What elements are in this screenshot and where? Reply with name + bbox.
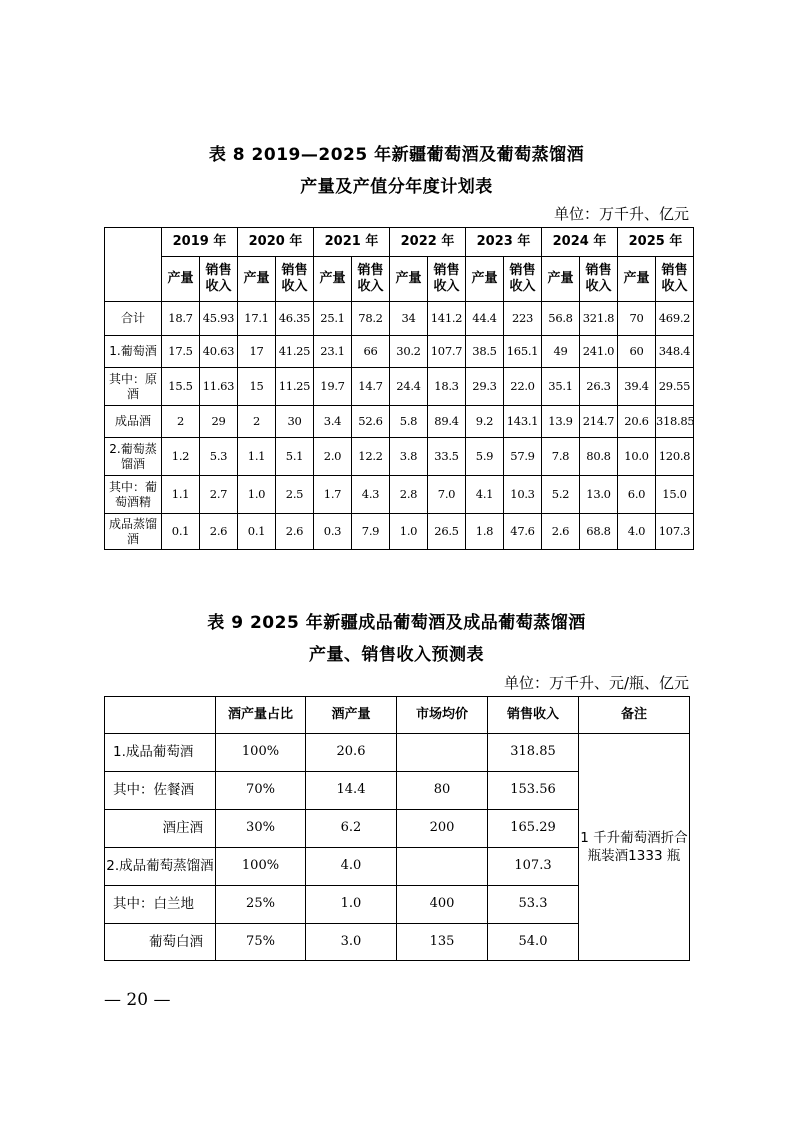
- output-header: 产量: [314, 257, 352, 302]
- value-cell: 13.9: [542, 406, 580, 438]
- revenue-cell: 107.3: [488, 848, 579, 886]
- value-cell: 2.6: [542, 514, 580, 550]
- value-cell: 2.8: [390, 476, 428, 514]
- value-cell: 56.8: [542, 302, 580, 336]
- value-cell: 47.6: [504, 514, 542, 550]
- table-row: [105, 368, 694, 406]
- value-cell: 223: [504, 302, 542, 336]
- value-cell: 57.9: [504, 438, 542, 476]
- value-cell: 3.8: [390, 438, 428, 476]
- value-cell: 20.6: [618, 406, 656, 438]
- output-header: 产量: [618, 257, 656, 302]
- value-cell: 60: [618, 336, 656, 368]
- revenue-header: 销售收入: [656, 257, 694, 302]
- row-label: 其中：葡萄酒精: [105, 476, 162, 514]
- table-row: [105, 406, 694, 438]
- value-cell: 4.0: [618, 514, 656, 550]
- value-cell: 29: [200, 406, 238, 438]
- value-cell: 2.0: [314, 438, 352, 476]
- value-cell: 12.2: [352, 438, 390, 476]
- share-cell: 25%: [216, 886, 306, 924]
- value-cell: 26.3: [580, 368, 618, 406]
- value-cell: 49: [542, 336, 580, 368]
- column-header: 市场均价: [397, 697, 488, 734]
- value-cell: 18.3: [428, 368, 466, 406]
- column-header: [105, 697, 216, 734]
- price-cell: 80: [397, 772, 488, 810]
- share-cell: 100%: [216, 734, 306, 772]
- column-header: 酒产量: [306, 697, 397, 734]
- output-header: 产量: [238, 257, 276, 302]
- column-header: 销售收入: [488, 697, 579, 734]
- value-cell: 10.3: [504, 476, 542, 514]
- value-cell: 0.1: [162, 514, 200, 550]
- value-cell: 1.0: [238, 476, 276, 514]
- output-header: 产量: [162, 257, 200, 302]
- value-cell: 2.5: [276, 476, 314, 514]
- row-label: 葡萄白酒: [105, 924, 216, 961]
- value-cell: 33.5: [428, 438, 466, 476]
- revenue-header: 销售收入: [352, 257, 390, 302]
- share-cell: 30%: [216, 810, 306, 848]
- value-cell: 1.7: [314, 476, 352, 514]
- price-cell: [397, 734, 488, 772]
- value-cell: 0.3: [314, 514, 352, 550]
- row-label: 1.葡萄酒: [105, 336, 162, 368]
- value-cell: 165.1: [504, 336, 542, 368]
- value-cell: 89.4: [428, 406, 466, 438]
- price-cell: 400: [397, 886, 488, 924]
- revenue-header: 销售收入: [428, 257, 466, 302]
- value-cell: 3.4: [314, 406, 352, 438]
- row-label: 1.成品葡萄酒: [105, 734, 216, 772]
- table8-corner-cell: [105, 228, 162, 302]
- output-header: 产量: [542, 257, 580, 302]
- value-cell: 107.7: [428, 336, 466, 368]
- table8: [104, 227, 694, 550]
- note-cell: 1 千升葡萄酒折合瓶装酒1333 瓶: [579, 734, 690, 961]
- value-cell: 30.2: [390, 336, 428, 368]
- value-cell: 348.4: [656, 336, 694, 368]
- value-cell: 141.2: [428, 302, 466, 336]
- value-cell: 18.7: [162, 302, 200, 336]
- value-cell: 29.3: [466, 368, 504, 406]
- year-header: 2024 年: [542, 228, 618, 257]
- value-cell: 19.7: [314, 368, 352, 406]
- output-header: 产量: [390, 257, 428, 302]
- value-cell: 30: [276, 406, 314, 438]
- revenue-cell: 153.56: [488, 772, 579, 810]
- value-cell: 0.1: [238, 514, 276, 550]
- value-cell: 2.6: [276, 514, 314, 550]
- output-cell: 4.0: [306, 848, 397, 886]
- output-cell: 20.6: [306, 734, 397, 772]
- value-cell: 143.1: [504, 406, 542, 438]
- share-cell: 70%: [216, 772, 306, 810]
- value-cell: 23.1: [314, 336, 352, 368]
- value-cell: 41.25: [276, 336, 314, 368]
- value-cell: 6.0: [618, 476, 656, 514]
- year-header: 2021 年: [314, 228, 390, 257]
- value-cell: 15: [238, 368, 276, 406]
- value-cell: 24.4: [390, 368, 428, 406]
- year-header: 2025 年: [618, 228, 694, 257]
- value-cell: 14.7: [352, 368, 390, 406]
- value-cell: 44.4: [466, 302, 504, 336]
- year-header: 2023 年: [466, 228, 542, 257]
- revenue-header: 销售收入: [504, 257, 542, 302]
- value-cell: 13.0: [580, 476, 618, 514]
- value-cell: 2: [162, 406, 200, 438]
- row-label: 2.成品葡萄蒸馏酒: [105, 848, 216, 886]
- value-cell: 39.4: [618, 368, 656, 406]
- output-cell: 1.0: [306, 886, 397, 924]
- value-cell: 469.2: [656, 302, 694, 336]
- table8-title-line1: 表 8 2019—2025 年新疆葡萄酒及葡萄蒸馏酒: [208, 145, 585, 165]
- value-cell: 17: [238, 336, 276, 368]
- revenue-cell: 318.85: [488, 734, 579, 772]
- value-cell: 7.0: [428, 476, 466, 514]
- output-header: 产量: [466, 257, 504, 302]
- value-cell: 80.8: [580, 438, 618, 476]
- table8-title-line2: 产量及产值分年度计划表: [300, 177, 493, 197]
- value-cell: 120.8: [656, 438, 694, 476]
- revenue-cell: 53.3: [488, 886, 579, 924]
- revenue-header: 销售收入: [580, 257, 618, 302]
- value-cell: 5.9: [466, 438, 504, 476]
- value-cell: 7.9: [352, 514, 390, 550]
- year-header: 2019 年: [162, 228, 238, 257]
- value-cell: 107.3: [656, 514, 694, 550]
- value-cell: 5.3: [200, 438, 238, 476]
- share-cell: 100%: [216, 848, 306, 886]
- value-cell: 318.85: [656, 406, 694, 438]
- value-cell: 45.93: [200, 302, 238, 336]
- value-cell: 5.1: [276, 438, 314, 476]
- value-cell: 26.5: [428, 514, 466, 550]
- price-cell: 200: [397, 810, 488, 848]
- value-cell: 1.0: [390, 514, 428, 550]
- value-cell: 214.7: [580, 406, 618, 438]
- value-cell: 11.25: [276, 368, 314, 406]
- row-label: 其中：白兰地: [105, 886, 216, 924]
- price-cell: [397, 848, 488, 886]
- value-cell: 1.2: [162, 438, 200, 476]
- value-cell: 15.0: [656, 476, 694, 514]
- row-label: 合计: [105, 302, 162, 336]
- value-cell: 11.63: [200, 368, 238, 406]
- row-label: 2.葡萄蒸馏酒: [105, 438, 162, 476]
- value-cell: 78.2: [352, 302, 390, 336]
- value-cell: 7.8: [542, 438, 580, 476]
- value-cell: 40.63: [200, 336, 238, 368]
- value-cell: 1.8: [466, 514, 504, 550]
- table9-unit: 单位：万千升、元/瓶、亿元: [503, 674, 689, 692]
- table-row: [105, 302, 694, 336]
- value-cell: 38.5: [466, 336, 504, 368]
- value-cell: 4.1: [466, 476, 504, 514]
- value-cell: 17.1: [238, 302, 276, 336]
- value-cell: 29.55: [656, 368, 694, 406]
- output-cell: 6.2: [306, 810, 397, 848]
- value-cell: 52.6: [352, 406, 390, 438]
- value-cell: 35.1: [542, 368, 580, 406]
- row-label: 其中：原酒: [105, 368, 162, 406]
- revenue-header: 销售收入: [276, 257, 314, 302]
- table9: [104, 696, 690, 961]
- value-cell: 22.0: [504, 368, 542, 406]
- value-cell: 1.1: [162, 476, 200, 514]
- output-cell: 3.0: [306, 924, 397, 961]
- value-cell: 17.5: [162, 336, 200, 368]
- value-cell: 2.7: [200, 476, 238, 514]
- value-cell: 68.8: [580, 514, 618, 550]
- value-cell: 15.5: [162, 368, 200, 406]
- value-cell: 66: [352, 336, 390, 368]
- table-row: [105, 438, 694, 476]
- value-cell: 5.8: [390, 406, 428, 438]
- value-cell: 9.2: [466, 406, 504, 438]
- output-cell: 14.4: [306, 772, 397, 810]
- row-label: 其中：佐餐酒: [105, 772, 216, 810]
- share-cell: 75%: [216, 924, 306, 961]
- price-cell: 135: [397, 924, 488, 961]
- row-label: 成品蒸馏酒: [105, 514, 162, 550]
- row-label: 酒庄酒: [105, 810, 216, 848]
- value-cell: 2.6: [200, 514, 238, 550]
- value-cell: 25.1: [314, 302, 352, 336]
- row-label: 成品酒: [105, 406, 162, 438]
- table8-unit: 单位：万千升、亿元: [553, 205, 689, 223]
- value-cell: 1.1: [238, 438, 276, 476]
- table9-title-line1: 表 9 2025 年新疆成品葡萄酒及成品葡萄蒸馏酒: [207, 613, 586, 633]
- table-row: [105, 336, 694, 368]
- table-row: [105, 514, 694, 550]
- value-cell: 321.8: [580, 302, 618, 336]
- column-header: 酒产量占比: [216, 697, 306, 734]
- revenue-header: 销售收入: [200, 257, 238, 302]
- column-header: 备注: [579, 697, 690, 734]
- value-cell: 46.35: [276, 302, 314, 336]
- revenue-cell: 54.0: [488, 924, 579, 961]
- value-cell: 10.0: [618, 438, 656, 476]
- value-cell: 4.3: [352, 476, 390, 514]
- year-header: 2020 年: [238, 228, 314, 257]
- value-cell: 2: [238, 406, 276, 438]
- table-row: [105, 734, 690, 772]
- page-number: — 20 —: [104, 990, 171, 1010]
- value-cell: 5.2: [542, 476, 580, 514]
- value-cell: 70: [618, 302, 656, 336]
- revenue-cell: 165.29: [488, 810, 579, 848]
- table9-title-line2: 产量、销售收入预测表: [309, 645, 484, 665]
- table-row: [105, 476, 694, 514]
- year-header: 2022 年: [390, 228, 466, 257]
- value-cell: 34: [390, 302, 428, 336]
- value-cell: 241.0: [580, 336, 618, 368]
